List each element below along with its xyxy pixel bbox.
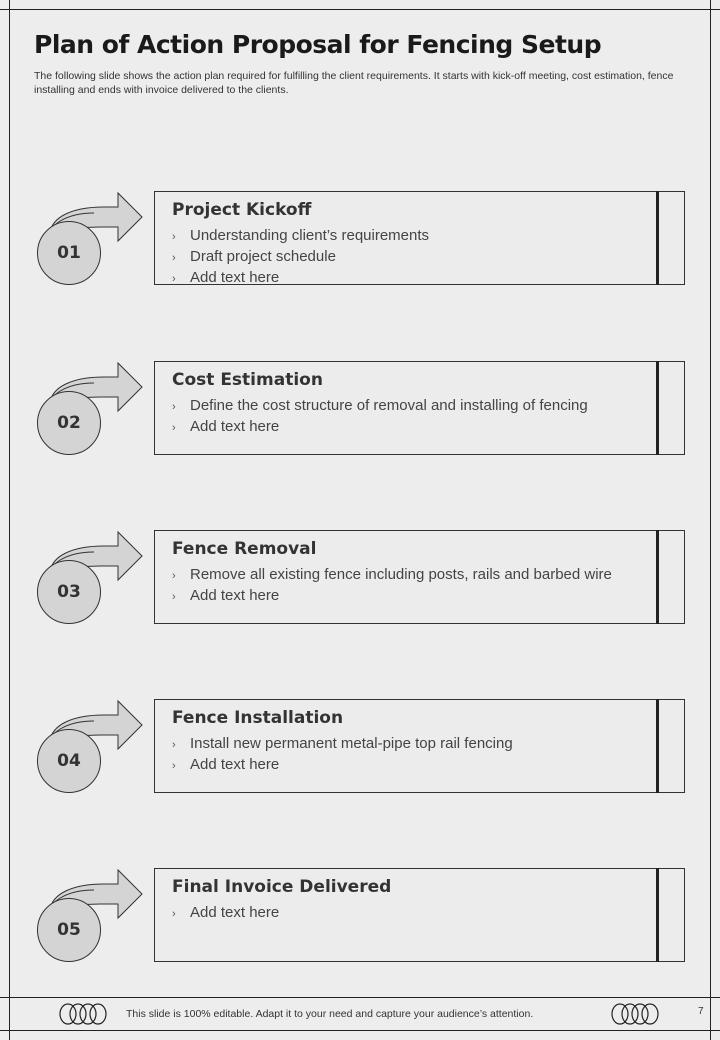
step-card-accent-bar — [656, 868, 659, 962]
chevron-right-icon: › — [172, 591, 176, 603]
step-bullet — [172, 396, 588, 417]
step-bullet-text: Add text here — [190, 904, 280, 921]
step-bullet-text: Remove all existing fence including posts, rails and barbed wire — [190, 566, 612, 583]
step-card-accent-bar — [656, 191, 659, 285]
step-bullet-text: Draft project schedule — [190, 248, 336, 265]
step-title: Final Invoice Delivered — [172, 877, 392, 897]
step-bullet-text: Define the cost structure of removal and installing of fencing — [190, 397, 588, 414]
step-bullet-text: Understanding client’s requirements — [190, 227, 430, 244]
step-01 — [0, 191, 720, 301]
step-title: Fence Removal — [172, 539, 317, 559]
step-bullets — [172, 226, 429, 289]
chevron-right-icon: › — [172, 739, 176, 751]
step-bullet — [172, 417, 588, 438]
page-title: Plan of Action Proposal for Fencing Setup — [34, 30, 602, 59]
frame-bottom-line — [0, 997, 720, 998]
step-bullet — [172, 586, 612, 607]
chevron-right-icon: › — [172, 273, 176, 285]
step-05 — [0, 868, 720, 978]
chevron-right-icon: › — [172, 252, 176, 264]
step-02 — [0, 361, 720, 471]
chevron-right-icon: › — [172, 401, 176, 413]
step-title: Project Kickoff — [172, 200, 312, 220]
step-bullet-text: Add text here — [190, 269, 280, 286]
chevron-right-icon: › — [172, 570, 176, 582]
step-04 — [0, 699, 720, 809]
step-bullet — [172, 565, 612, 586]
chevron-right-icon: › — [172, 422, 176, 434]
chevron-right-icon: › — [172, 908, 176, 920]
frame-top-line — [0, 9, 720, 10]
step-bullets — [172, 903, 279, 924]
step-card — [154, 191, 685, 285]
step-card-accent-bar — [656, 699, 659, 793]
step-card — [154, 530, 685, 624]
chevron-right-icon: › — [172, 231, 176, 243]
page-number: 7 — [698, 1006, 704, 1017]
step-card — [154, 699, 685, 793]
frame-footer-line — [0, 1030, 720, 1031]
step-title: Cost Estimation — [172, 370, 323, 390]
page-subtitle: The following slide shows the action plan required for fulfilling the client requirements. It starts with kick-off meeting, cost estimation, fence installing and ends with invoice delivered to the clients. — [34, 70, 674, 96]
step-card-accent-bar — [656, 361, 659, 455]
step-bullet-text: Add text here — [190, 756, 280, 773]
step-card — [154, 868, 685, 962]
footer-text: This slide is 100% editable. Adapt it to your need and capture your audience’s attention. — [126, 1008, 534, 1020]
step-bullet — [172, 734, 513, 755]
step-bullet — [172, 755, 513, 776]
rings-icon — [610, 1002, 666, 1026]
step-number-badge: 03 — [37, 560, 101, 624]
step-number-badge: 01 — [37, 221, 101, 285]
step-bullet — [172, 247, 429, 268]
step-number-badge: 05 — [37, 898, 101, 962]
rings-icon — [58, 1002, 114, 1026]
step-bullet-text: Install new permanent metal-pipe top rail fencing — [190, 735, 513, 752]
step-bullets — [172, 734, 513, 776]
step-03 — [0, 530, 720, 640]
step-bullets — [172, 565, 612, 607]
step-title: Fence Installation — [172, 708, 344, 728]
step-bullet — [172, 268, 429, 289]
chevron-right-icon: › — [172, 760, 176, 772]
step-card-accent-bar — [656, 530, 659, 624]
step-bullet — [172, 903, 279, 924]
step-bullets — [172, 396, 588, 438]
step-number-badge: 02 — [37, 391, 101, 455]
step-card — [154, 361, 685, 455]
step-bullet-text: Add text here — [190, 418, 280, 435]
step-bullet-text: Add text here — [190, 587, 280, 604]
step-number-badge: 04 — [37, 729, 101, 793]
step-bullet — [172, 226, 429, 247]
